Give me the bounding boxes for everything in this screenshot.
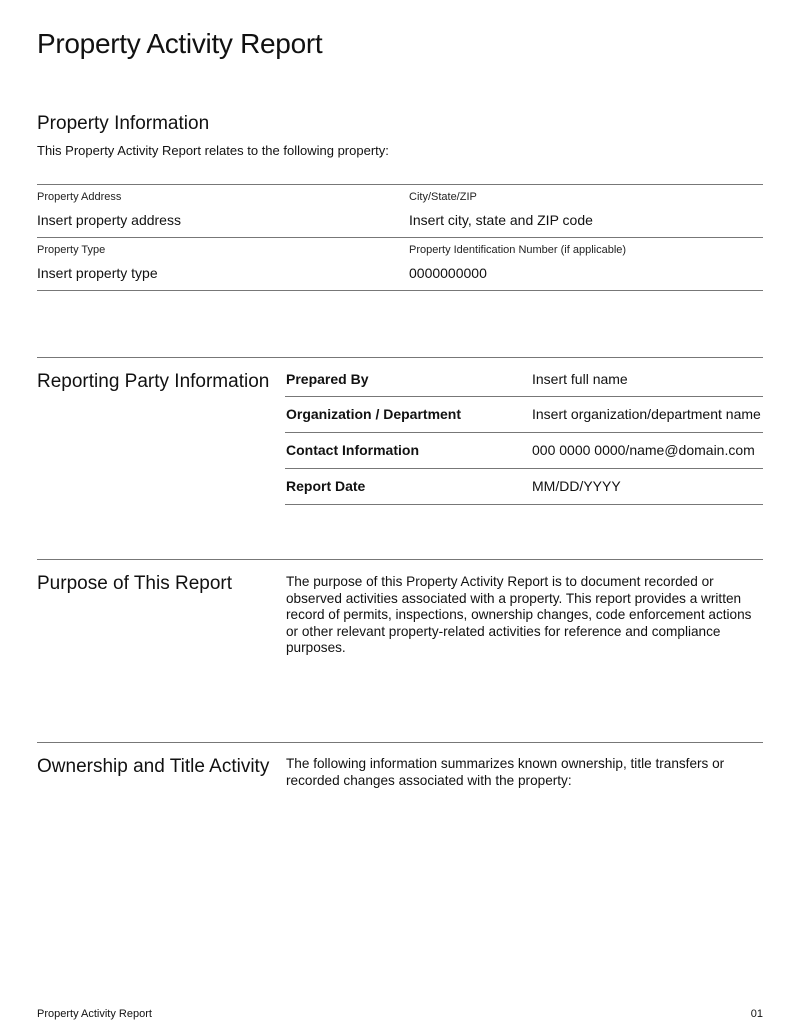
row-label: Prepared By [286, 371, 369, 387]
divider [285, 432, 763, 433]
row-value: MM/DD/YYYY [532, 478, 621, 494]
divider [37, 290, 763, 291]
reporting-party-heading: Reporting Party Information [37, 371, 270, 392]
purpose-heading: Purpose of This Report [37, 573, 233, 594]
section-divider [37, 742, 763, 743]
field-value: 0000000000 [409, 265, 487, 281]
footer-title: Property Activity Report [37, 1008, 152, 1020]
field-label: Property Address [37, 191, 122, 203]
divider [285, 396, 763, 397]
property-info-heading: Property Information [37, 113, 210, 134]
section-divider [37, 357, 763, 358]
field-label: City/State/ZIP [409, 191, 477, 203]
divider [285, 504, 763, 505]
page-title: Property Activity Report [37, 28, 323, 59]
ownership-heading: Ownership and Title Activity [37, 756, 270, 777]
row-value: Insert organization/department name [532, 406, 761, 422]
row-value: Insert full name [532, 371, 628, 387]
ownership-text: The following information summarizes known ownership, title transfers or recorded changes associated with the property: [286, 756, 725, 788]
divider [285, 468, 763, 469]
row-label: Contact Information [286, 442, 419, 458]
section-divider [37, 559, 763, 560]
field-value: Insert property type [37, 265, 158, 281]
purpose-text: The purpose of this Property Activity Report is to document recorded or observed activities associated with a property. This report provides a written record of permits, inspections, ownership changes, code enforcement actions or other relevant property-related activities for reference and compliance purposes. [286, 574, 752, 655]
field-label: Property Type [37, 244, 106, 256]
row-value: 000 0000 0000/name@domain.com [532, 442, 755, 458]
divider [37, 237, 763, 238]
page-number: 01 [750, 1008, 763, 1020]
row-label: Report Date [286, 478, 366, 494]
field-label: Property Identification Number (if applicable) [409, 244, 627, 256]
row-label: Organization / Department [286, 406, 462, 422]
field-value: Insert property address [37, 212, 181, 228]
property-info-intro: This Property Activity Report relates to the following property: [37, 143, 389, 158]
divider [37, 184, 763, 185]
field-value: Insert city, state and ZIP code [409, 212, 593, 228]
